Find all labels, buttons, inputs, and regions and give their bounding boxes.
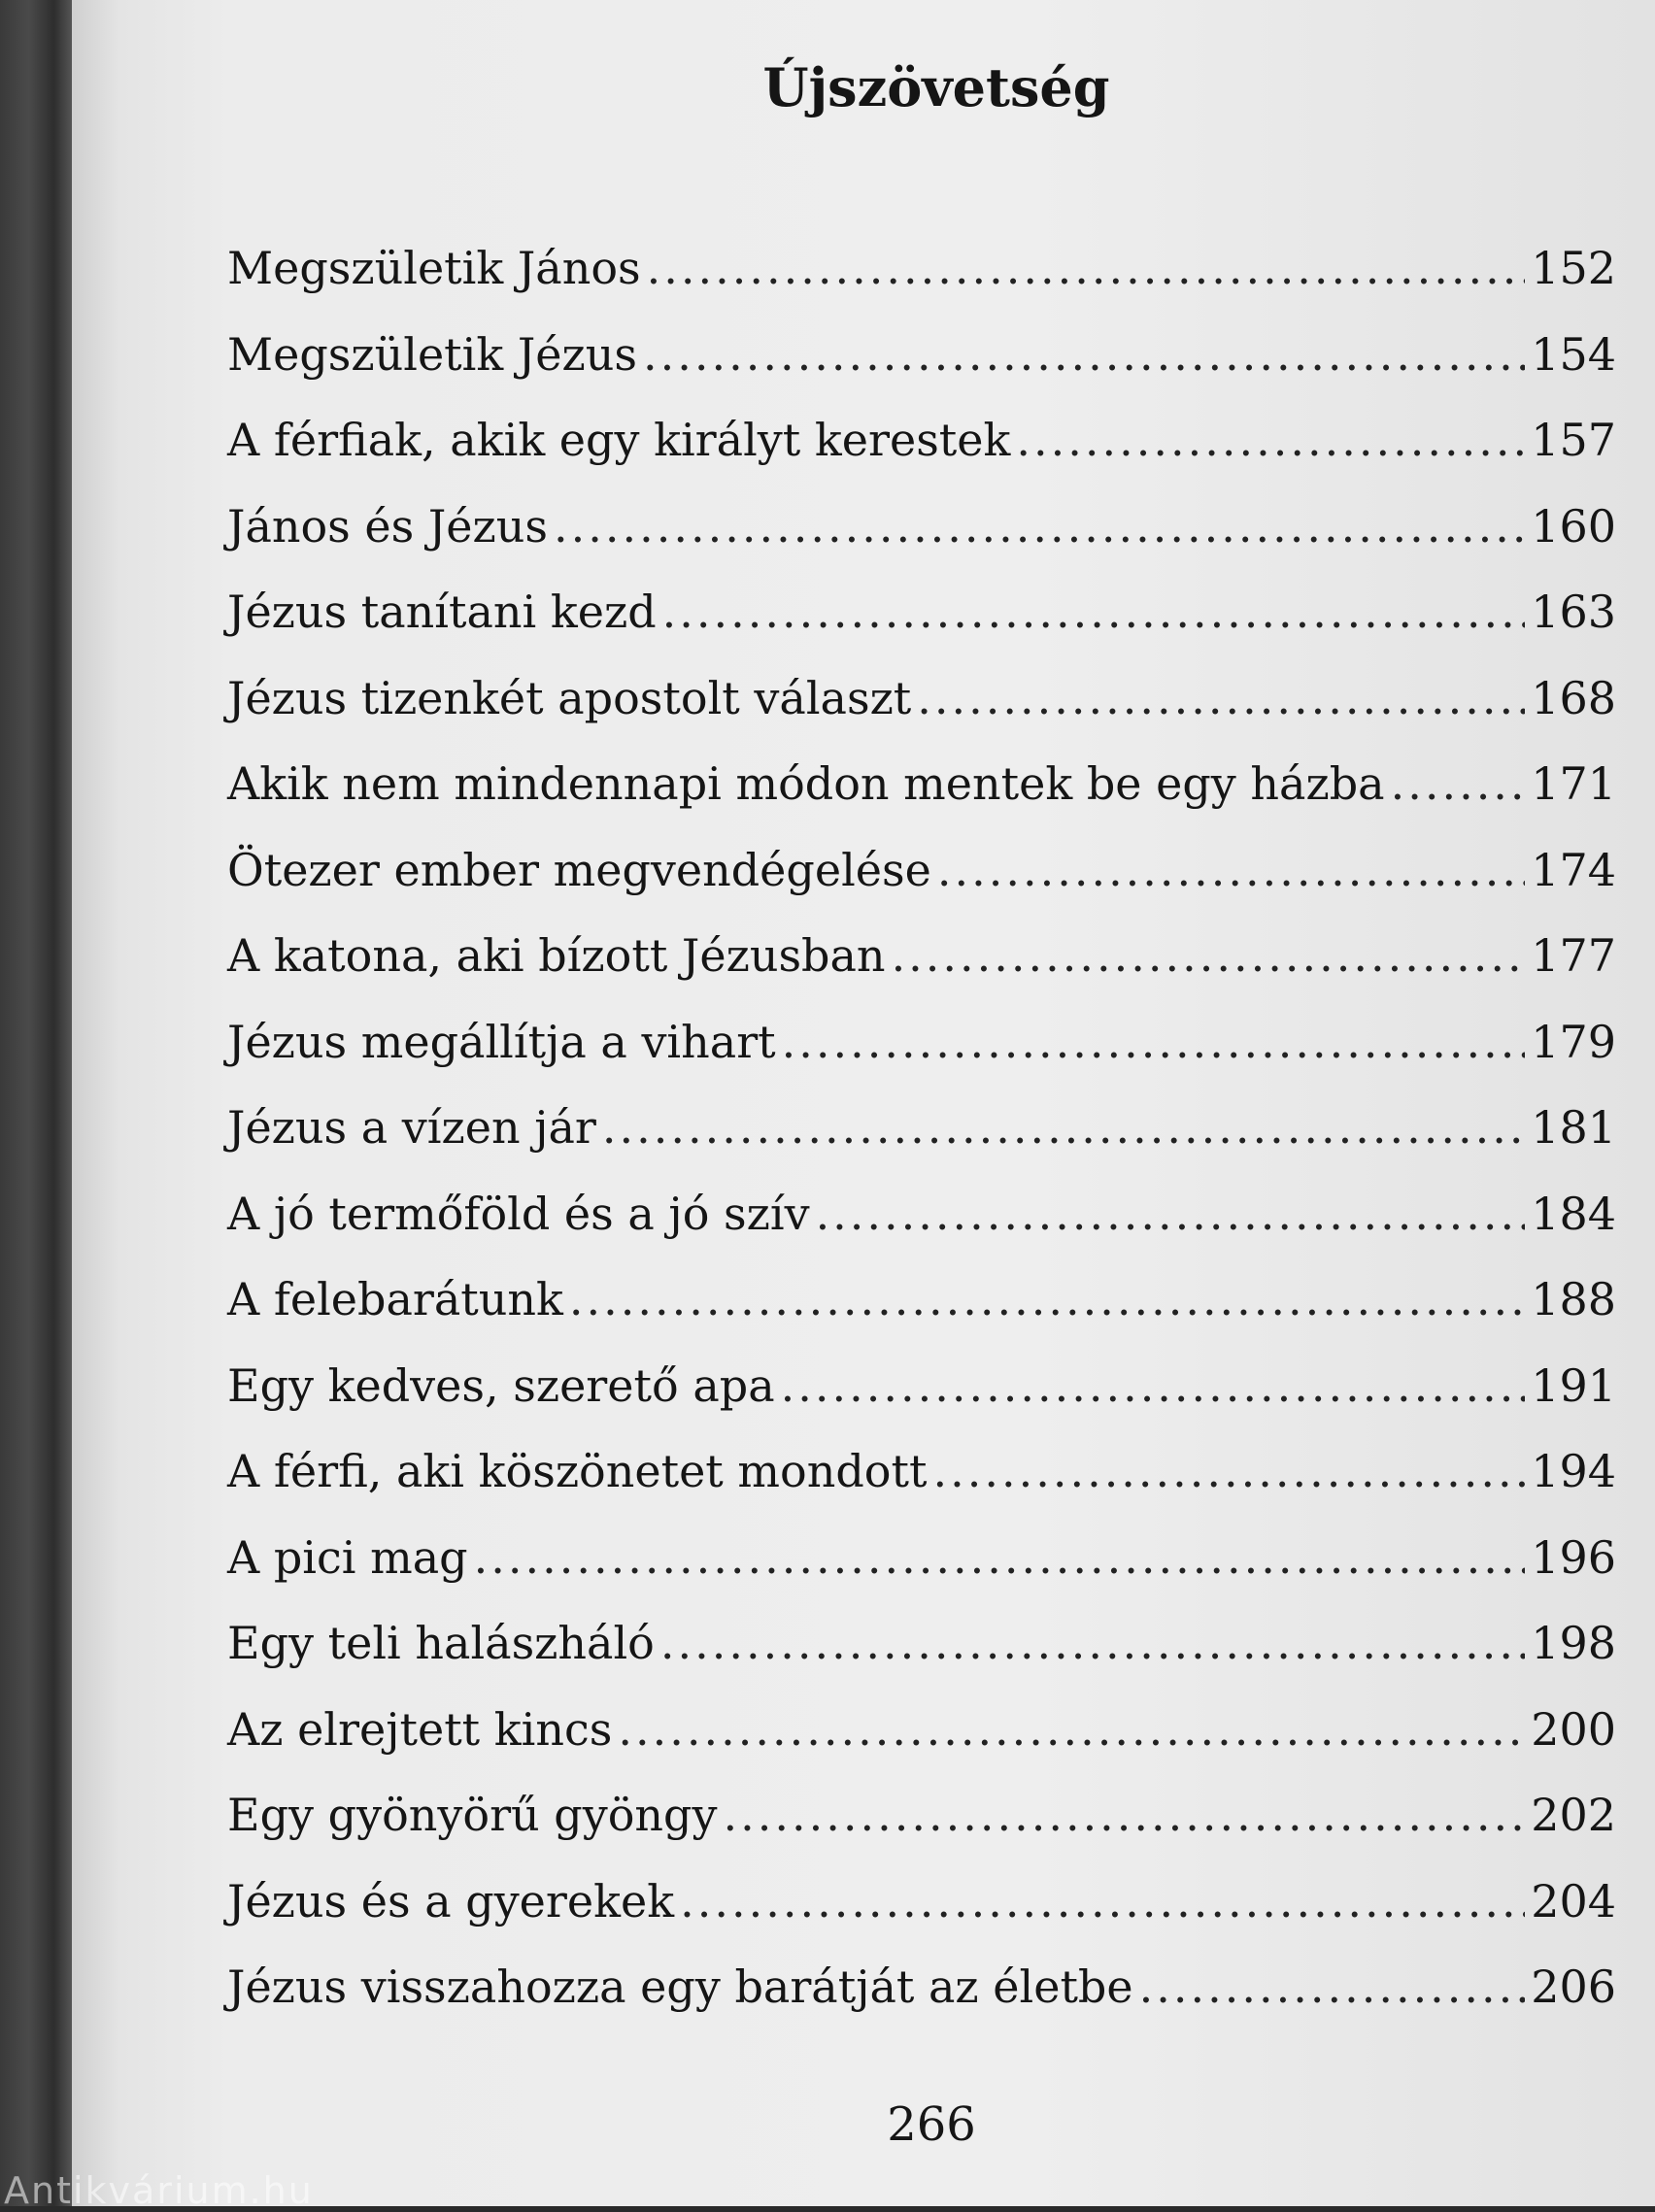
toc-entry-title: Jézus a vízen jár bbox=[227, 1085, 596, 1170]
dot-leader bbox=[474, 1515, 1526, 1600]
toc-entry-title: A pici mag bbox=[227, 1515, 468, 1600]
toc-entry-title: Jézus tizenkét apostolt választ bbox=[227, 655, 911, 741]
toc-entry bbox=[227, 397, 1616, 484]
dot-leader bbox=[602, 1085, 1525, 1170]
toc-entry bbox=[227, 1859, 1616, 1945]
toc-entry-title: Ötezer ember megvendégelése bbox=[227, 827, 931, 913]
page-number: 266 bbox=[72, 2097, 1655, 2152]
toc-entry bbox=[227, 1687, 1616, 1773]
book-spine bbox=[0, 0, 72, 2206]
toc-entry-page: 194 bbox=[1531, 1428, 1616, 1514]
toc-entry-page: 200 bbox=[1531, 1687, 1616, 1772]
toc-entry bbox=[227, 1343, 1616, 1429]
toc-entry-page: 168 bbox=[1531, 655, 1616, 741]
toc-entry-title: János és Jézus bbox=[227, 484, 548, 569]
toc-entry bbox=[227, 655, 1616, 742]
toc-entry-page: 202 bbox=[1531, 1772, 1616, 1858]
dot-leader bbox=[618, 1687, 1525, 1772]
toc-entry-page: 179 bbox=[1531, 999, 1616, 1085]
toc-entry bbox=[227, 999, 1616, 1086]
section-heading: Újszövetség bbox=[72, 56, 1655, 118]
toc-entry bbox=[227, 1428, 1616, 1515]
toc-entry bbox=[227, 913, 1616, 999]
toc-entry-page: 181 bbox=[1531, 1085, 1616, 1170]
toc-entry-page: 157 bbox=[1531, 397, 1616, 483]
book-page bbox=[72, 0, 1655, 2206]
toc-entry-title: A férfiak, akik egy királyt kerestek bbox=[227, 397, 1010, 483]
toc-entry-page: 184 bbox=[1531, 1171, 1616, 1257]
toc-entry bbox=[227, 827, 1616, 914]
toc-entry bbox=[227, 1515, 1616, 1601]
toc-entry-title: A férfi, aki köszönetet mondott bbox=[227, 1428, 927, 1514]
toc-entry-page: 177 bbox=[1531, 913, 1616, 998]
dot-leader bbox=[1016, 397, 1525, 483]
toc-entry bbox=[227, 741, 1616, 827]
toc-entry-title: Egy kedves, szerető apa bbox=[227, 1343, 775, 1428]
dot-leader bbox=[1139, 1944, 1526, 2029]
dot-leader bbox=[1391, 741, 1526, 826]
dot-leader bbox=[569, 1257, 1525, 1342]
toc-entry-page: 188 bbox=[1531, 1257, 1616, 1342]
dot-leader bbox=[660, 1600, 1525, 1686]
dot-leader bbox=[680, 1859, 1525, 1944]
toc-entry bbox=[227, 1257, 1616, 1343]
toc-entry bbox=[227, 484, 1616, 570]
dot-leader bbox=[917, 655, 1525, 741]
toc-entry bbox=[227, 569, 1616, 655]
toc-entry-title: A jó termőföld és a jó szív bbox=[227, 1171, 810, 1257]
toc-entry-page: 206 bbox=[1531, 1944, 1616, 2029]
toc-entry-page: 154 bbox=[1531, 312, 1616, 397]
toc-entry-title: Megszületik Jézus bbox=[227, 312, 637, 397]
toc-entry-page: 174 bbox=[1531, 827, 1616, 913]
dot-leader bbox=[781, 1343, 1526, 1428]
toc-entry-title: Megszületik János bbox=[227, 225, 641, 311]
dot-leader bbox=[724, 1772, 1526, 1858]
dot-leader bbox=[816, 1171, 1526, 1257]
dot-leader bbox=[937, 827, 1525, 913]
dot-leader bbox=[647, 225, 1526, 311]
toc-entry-title: Akik nem mindennapi módon mentek be egy házba bbox=[227, 741, 1385, 826]
toc-entry bbox=[227, 1772, 1616, 1859]
table-of-contents bbox=[227, 225, 1616, 2030]
toc-entry-title: Jézus tanítani kezd bbox=[227, 569, 657, 654]
toc-entry-title: Egy gyönyörű gyöngy bbox=[227, 1772, 718, 1858]
dot-leader bbox=[662, 569, 1526, 654]
toc-entry-title: Jézus és a gyerekek bbox=[227, 1859, 674, 1944]
toc-entry-page: 198 bbox=[1531, 1600, 1616, 1686]
dot-leader bbox=[932, 1428, 1525, 1514]
toc-entry-title: Az elrejtett kincs bbox=[227, 1687, 612, 1772]
toc-entry-page: 196 bbox=[1531, 1515, 1616, 1600]
toc-entry bbox=[227, 1600, 1616, 1687]
toc-entry-title: Jézus megállítja a vihart bbox=[227, 999, 776, 1085]
toc-entry-page: 152 bbox=[1531, 225, 1616, 311]
toc-entry-title: A katona, aki bízott Jézusban bbox=[227, 913, 886, 998]
dot-leader bbox=[643, 312, 1525, 397]
toc-entry-page: 160 bbox=[1531, 484, 1616, 569]
toc-entry-title: Egy teli halászháló bbox=[227, 1600, 655, 1686]
dot-leader bbox=[782, 999, 1526, 1085]
toc-entry bbox=[227, 1171, 1616, 1257]
dot-leader bbox=[892, 913, 1526, 998]
toc-entry bbox=[227, 225, 1616, 312]
toc-entry-page: 171 bbox=[1531, 741, 1616, 826]
toc-entry-title: Jézus visszahozza egy barátját az életbe bbox=[227, 1944, 1133, 2029]
toc-entry-page: 191 bbox=[1531, 1343, 1616, 1428]
toc-entry-page: 204 bbox=[1531, 1859, 1616, 1944]
toc-entry-title: A felebarátunk bbox=[227, 1257, 563, 1342]
dot-leader bbox=[554, 484, 1525, 569]
toc-entry bbox=[227, 312, 1616, 398]
watermark: Antikvárium.hu bbox=[4, 2169, 314, 2212]
toc-entry bbox=[227, 1085, 1616, 1171]
toc-entry-page: 163 bbox=[1531, 569, 1616, 654]
toc-entry bbox=[227, 1944, 1616, 2030]
